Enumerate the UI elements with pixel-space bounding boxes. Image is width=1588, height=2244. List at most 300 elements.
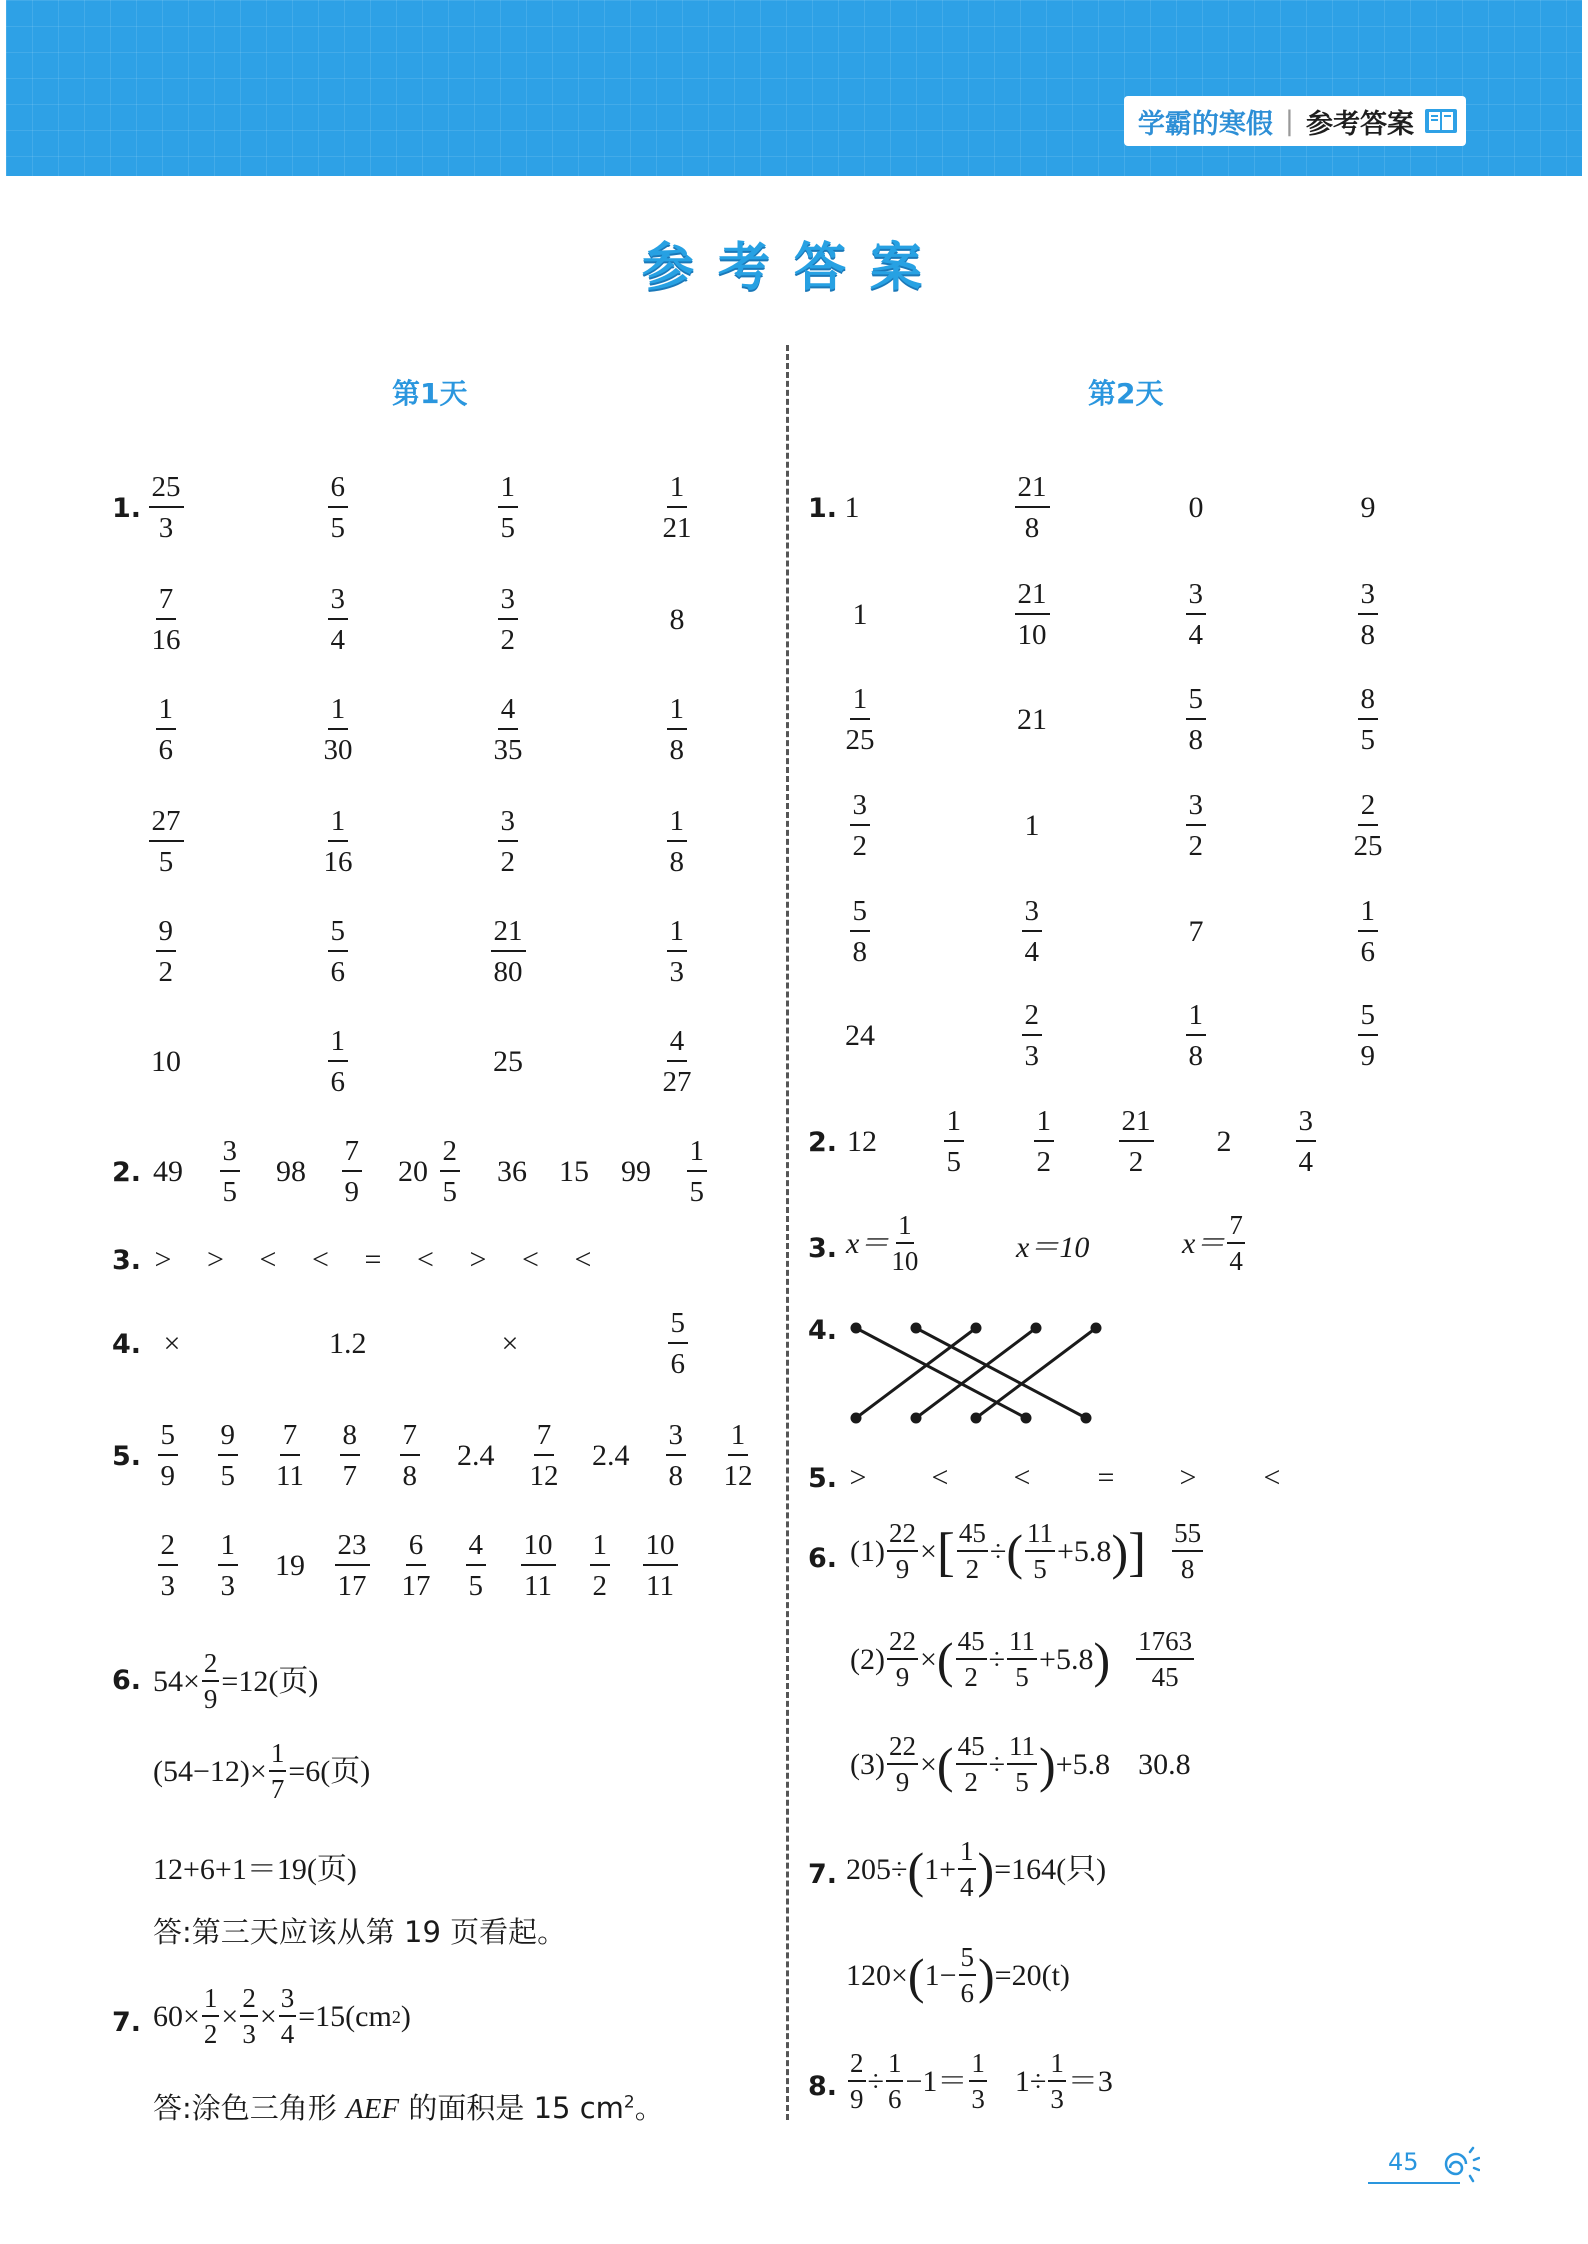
fraction [279,1985,297,2048]
match-dot [1022,1414,1030,1422]
numerator: 1763 [1136,1628,1194,1660]
fraction [1007,1733,1037,1796]
day1-q1-answer [491,917,526,987]
numerator: 2 [440,1137,461,1172]
denominator: 2 [500,624,515,656]
day1-q2-answer: 99 [621,1155,651,1188]
denominator: 12 [529,1460,559,1492]
day1-q1-answer [663,1027,692,1097]
denominator: 2 [964,1767,978,1797]
times-sign: × [919,1642,937,1676]
numerator: 11 [1025,1520,1055,1552]
day1-q6-label: 6. [112,1664,142,1696]
day1-q2-answer: 15 [559,1155,589,1188]
denominator: 3 [158,512,174,544]
numerator: 1 [969,2050,987,2082]
denominator: 4 [1298,1146,1313,1178]
expr-text: (54−12)× [153,1754,267,1788]
answer-fraction [1172,1520,1203,1583]
day1-q5-answer [335,1531,370,1601]
day1-q1-answer [667,695,688,765]
left-paren: ( [936,1736,954,1793]
denominator: 9 [203,1684,218,1714]
day1-q1-answer [663,473,692,543]
numerator: 2 [1022,1001,1043,1036]
denominator: 9 [895,1767,910,1797]
denominator: 8 [402,1460,417,1492]
day1-q5-answer [158,1421,179,1491]
day2-q1-answer: 1 [1024,809,1040,842]
denominator: 25 [845,724,875,756]
day1-q1-answer [149,473,184,543]
day2-q8-label: 8. [808,2070,838,2102]
numerator: 3 [328,585,349,620]
numerator: 1 [728,1421,749,1456]
denominator: 5 [689,1176,704,1208]
numerator: 1 [498,473,519,508]
left-paren: ( [1006,1523,1024,1580]
numerator: 5 [959,1944,977,1976]
day1-q1-answer [494,695,523,765]
numerator: 11 [1007,1733,1037,1765]
denominator: 8 [1024,512,1040,544]
numerator: 1 [850,685,871,720]
denominator: 27 [662,1066,692,1098]
day2-q1-answer [1186,685,1207,755]
fraction [202,1650,220,1713]
denominator: 8 [1180,1554,1195,1584]
denominator: 6 [1360,936,1375,968]
denominator: 30 [323,734,353,766]
numerator: 1 [1358,897,1379,932]
denominator: 2 [965,1554,980,1584]
denominator: 5 [1015,1662,1029,1692]
denominator: 17 [401,1570,431,1602]
superscript: 2 [623,2092,635,2113]
day2-q1-answer [850,791,871,861]
times-sign: × [919,1534,937,1568]
day2-q2-answer [944,1107,965,1177]
day1-q5-answer [218,1531,239,1601]
day2-q8-line [846,2050,1113,2113]
day1-q1-answer [324,695,353,765]
day2-q1-answer: 1 [852,598,868,631]
match-dot [852,1414,860,1422]
right-paren: ) [1039,1736,1056,1793]
denominator: 6 [887,2084,902,2114]
numerator: 1 [156,695,177,730]
numerator: 2 [240,1985,258,2017]
fraction [269,1740,287,1803]
numerator: 1 [944,1107,965,1142]
comparison-symbol: < [1263,1461,1281,1494]
denominator: 9 [895,1554,910,1584]
numerator: 21 [1015,580,1050,615]
fraction [957,1520,988,1583]
comparison-symbol: < [259,1243,277,1276]
fraction [1025,1520,1055,1583]
numerator: 1 [328,807,349,842]
denominator: 5 [222,1176,237,1208]
denominator: 8 [1188,1040,1203,1072]
fraction [202,1985,220,2048]
left-paren: ( [936,1631,954,1688]
day2-q1-answer [1186,791,1207,861]
denominator: 3 [669,956,684,988]
comparison-symbol: < [522,1243,539,1276]
denominator: 5 [1360,724,1375,756]
denominator: 2 [203,2019,218,2049]
comparison-symbol: < [931,1461,949,1494]
denominator: 8 [668,1460,683,1492]
day2-q1-answer: 1 [844,491,860,524]
denominator: 6 [330,1066,345,1098]
day1-q1-answer [328,585,349,655]
match-dot [972,1324,980,1332]
numerator: 9 [156,917,177,952]
numerator: 3 [1186,791,1207,826]
day1-q5-answer: 19 [275,1549,305,1582]
left-bracket: [ [936,1521,955,1582]
match-dot [1032,1324,1040,1332]
day1-q6-line2 [153,1740,370,1803]
denominator: 3 [160,1570,175,1602]
day1-q1-answer [328,1027,349,1097]
column-divider [786,345,789,2120]
superscript: 2 [391,2006,401,2027]
numerator: 9 [218,1421,239,1456]
divide-sign: ÷ [988,1747,1006,1781]
denominator: 9 [850,2084,864,2114]
day1-q1-answer [328,917,349,987]
expr-text: −1＝ [905,2064,968,2098]
numerator: 7 [1227,1212,1245,1244]
day2-q1-answer [1358,1001,1379,1071]
comparison-symbol: < [312,1243,329,1276]
day2-q1-answer [1358,580,1379,650]
day1-q4-answer: × [163,1327,181,1360]
denominator: 2 [852,830,867,862]
day1-q2-answer [687,1137,708,1207]
day2-q1-answer [850,897,871,967]
day1-q4-label: 4. [112,1328,142,1360]
day1-q1-answer: 8 [669,603,685,636]
denominator: 6 [670,1348,685,1380]
triangle-name: AEF [346,2093,400,2125]
day1-q7-label: 7. [112,2006,142,2038]
numerator: 45 [956,1733,987,1765]
expr-text: 1÷ [1014,2064,1047,2098]
expr-text: +5.8 [1055,1747,1111,1781]
day1-q1-answer [667,917,688,987]
comparison-symbol: < [1013,1461,1031,1494]
denominator: 3 [220,1570,235,1602]
denominator: 16 [151,624,181,656]
fraction [1227,1212,1245,1275]
day1-q1-answer: 10 [151,1045,181,1078]
comparison-symbol: > [849,1461,867,1494]
numerator: 1 [1186,1001,1207,1036]
numerator: 5 [1358,1001,1379,1036]
denominator: 5 [1015,1767,1029,1797]
numerator: 6 [328,473,349,508]
numerator: 1 [667,695,688,730]
day1-q1-answer [498,585,519,655]
denominator: 5 [468,1570,483,1602]
day1-q4-answer: 1.2 [329,1327,367,1360]
day1-q1-answer [152,585,181,655]
numerator: 5 [1186,685,1207,720]
denominator: 11 [524,1570,552,1602]
numerator: 21 [1015,473,1050,508]
expr-text: 1+ [924,1852,957,1886]
numerator: 11 [1007,1628,1037,1660]
day2-q6-line2 [850,1628,1196,1691]
numerator: 1 [667,473,688,508]
numerator: 23 [335,1531,370,1566]
expr-text: 60× [153,1999,200,2033]
day2-q3-a [846,1212,920,1275]
day1-q3-label: 3. [112,1244,142,1276]
day2-q7-line2 [846,1944,1070,2007]
day2-q1-answer: 7 [1188,915,1204,948]
numerator: 1 [667,917,688,952]
denominator: 17 [337,1570,367,1602]
day2-q1-answer [1015,580,1050,650]
numerator: 1 [202,1985,220,2017]
day2-q1-answer [846,685,875,755]
day2-q1-answer [1358,685,1379,755]
denominator: 2 [1036,1146,1051,1178]
denominator: 4 [1024,936,1039,968]
day1-q1-answer [667,807,688,877]
denominator: 6 [330,956,345,988]
day1-q2-answer: 20 [398,1155,428,1188]
comparison-symbol: > [1179,1461,1197,1494]
comparison-symbol: < [417,1243,434,1276]
numerator: 4 [667,1027,688,1062]
denominator: 6 [158,734,173,766]
numerator: 3 [498,585,519,620]
denominator: 8 [669,734,684,766]
numerator: 5 [850,897,871,932]
right-paren: ) [977,1841,995,1898]
fraction [240,1985,258,2048]
expr-text: =12(页) [221,1664,319,1698]
numerator: 3 [666,1421,687,1456]
denominator: 6 [960,1978,974,2008]
numerator: 45 [957,1520,988,1552]
day1-q5-answer: 2.4 [457,1439,495,1472]
denominator: 45 [1151,1662,1179,1692]
numerator: 1 [896,1212,914,1244]
book-icon [1424,106,1458,136]
day2-q3-c [1182,1212,1247,1275]
numerator: 3 [279,1985,297,2017]
day2-q1-answer [1186,580,1207,650]
numerator: 1 [328,695,349,730]
times-sign: × [259,1999,277,2033]
numerator: 4 [498,695,519,730]
denominator: 9 [160,1460,175,1492]
denominator: 4 [1229,1246,1243,1276]
fraction [886,2050,904,2113]
page-number: 45 [1388,2148,1419,2176]
denominator: 8 [852,936,867,968]
day2-q3-label: 3. [808,1232,838,1264]
numerator: 2 [158,1531,179,1566]
answer-text: 答:涂色三角形 [153,2091,346,2125]
numerator: 25 [149,473,184,508]
match-dot [972,1414,980,1422]
day1-q4-answer: × [501,1327,519,1360]
numerator: 7 [534,1421,555,1456]
denominator: 5 [220,1460,235,1492]
expr-text: +5.8 [1039,1642,1094,1676]
denominator: 9 [895,1662,910,1692]
numerator: 7 [280,1421,301,1456]
day1-q1-answer [324,807,353,877]
tag-separator: | [1284,105,1294,137]
day1-q1-answer [498,473,519,543]
denominator: 8 [1360,619,1375,651]
header-banner [6,0,1582,176]
denominator: 8 [1188,724,1203,756]
numerator: 5 [328,917,349,952]
denominator: 5 [946,1146,961,1178]
numerator: 3 [1358,580,1379,615]
numerator: 55 [1172,1520,1203,1552]
day1-q2-answer: 98 [276,1155,306,1188]
denominator: 7 [342,1460,357,1492]
match-dot [912,1324,920,1332]
fraction [1048,2050,1066,2113]
numerator: 3 [1022,897,1043,932]
numerator: 7 [400,1421,421,1456]
day1-q5-answer [530,1421,559,1491]
section-label: 参考答案 [1306,108,1414,140]
day1-q5-answer [158,1531,179,1601]
denominator: 2 [1128,1146,1144,1178]
day2-q4-matching-diagram [850,1310,1130,1430]
denominator: 3 [1050,2084,1064,2114]
numerator: 5 [158,1421,179,1456]
header-tag [1124,96,1466,146]
fraction [959,1944,977,2007]
day1-q2-answer: 49 [153,1155,183,1188]
day1-q1-answer [498,807,519,877]
day2-q1-answer: 9 [1360,491,1376,524]
numerator: 3 [850,791,871,826]
numerator: 10 [521,1531,556,1566]
numerator: 8 [1358,685,1379,720]
day2-q7-label: 7. [808,1858,838,1890]
expr-text: (3) [850,1747,885,1781]
day2-q1-answer [1186,1001,1207,1071]
numerator: 21 [1119,1107,1154,1142]
brand-label: 学霸的寒假 [1137,108,1273,140]
denominator: 80 [493,956,523,988]
numerator: 45 [956,1628,987,1660]
numerator: 3 [220,1137,241,1172]
expr-text: =6(页) [288,1754,371,1788]
sun-swirl-icon [1436,2146,1480,2186]
answer-value: 30.8 [1138,1747,1191,1781]
left-paren: ( [907,1841,925,1898]
day1-q5-answer [218,1421,239,1491]
day1-q6-answer: 答:第三天应该从第 19 页看起。 [153,1915,567,1949]
times-sign: × [919,1747,937,1781]
day2-q2-label: 2. [808,1126,838,1158]
day2-q3-b: x＝10 [1016,1231,1090,1264]
expr-text: (1) [850,1534,885,1568]
day1-q1-label: 1. [112,492,142,524]
day1-q7-answer [153,2091,664,2125]
expr-text: =15(cm [298,1999,392,2033]
day1-q5-answer [340,1421,361,1491]
denominator: 5 [500,512,515,544]
denominator: 5 [158,846,174,878]
denominator: 3 [1024,1040,1039,1072]
numerator: 22 [887,1520,918,1552]
day2-q2-answer: 2 [1216,1125,1232,1158]
day1-q1-answer [149,807,184,877]
expr-text: ) [400,1999,411,2033]
right-paren: ) [1111,1523,1129,1580]
numerator: 1 [667,807,688,842]
day1-q5-answer [666,1421,687,1491]
expr-text: +5.8 [1057,1534,1112,1568]
day1-q5-answer [643,1531,678,1601]
day2-q1-answer [1022,897,1043,967]
expr-text: 120× [846,1958,908,1992]
day2-q1-answer [1022,1001,1043,1071]
answer-text: 的面积是 15 cm [399,2091,624,2125]
denominator: 2 [592,1570,607,1602]
match-line [976,1328,1096,1418]
day1-q5-answer [724,1421,753,1491]
day2-q5-label: 5. [808,1462,838,1494]
comparison-symbol: > [154,1243,172,1276]
expr-text: x＝ [846,1226,890,1260]
expr-text: 1− [924,1958,957,1992]
denominator: 10 [1017,619,1047,651]
denominator: 25 [1353,830,1383,862]
divide-sign: ÷ [988,1642,1006,1676]
day2-q6-line1 [850,1520,1205,1583]
numerator: 6 [406,1531,427,1566]
day1-q1-answer: 25 [493,1045,523,1078]
numerator: 1 [328,1027,349,1062]
day2-q7-line1 [846,1838,1106,1901]
comparison-symbol: < [574,1243,592,1276]
day1-q1-answer [156,917,177,987]
answer-text: 。 [634,2091,664,2125]
left-paren: ( [907,1947,925,2004]
day1-q1-answer [328,473,349,543]
denominator: 9 [344,1176,359,1208]
day1-heading: 第1天 [392,377,468,410]
right-paren: ) [1093,1631,1111,1688]
fraction [887,1733,918,1796]
numerator: 1 [218,1531,239,1566]
denominator: 16 [323,846,353,878]
match-dot [1092,1324,1100,1332]
comparison-symbol: = [1097,1461,1115,1494]
numerator: 2 [848,2050,866,2082]
day1-q5-answer [521,1531,556,1601]
divide-sign: ÷ [867,2064,884,2098]
